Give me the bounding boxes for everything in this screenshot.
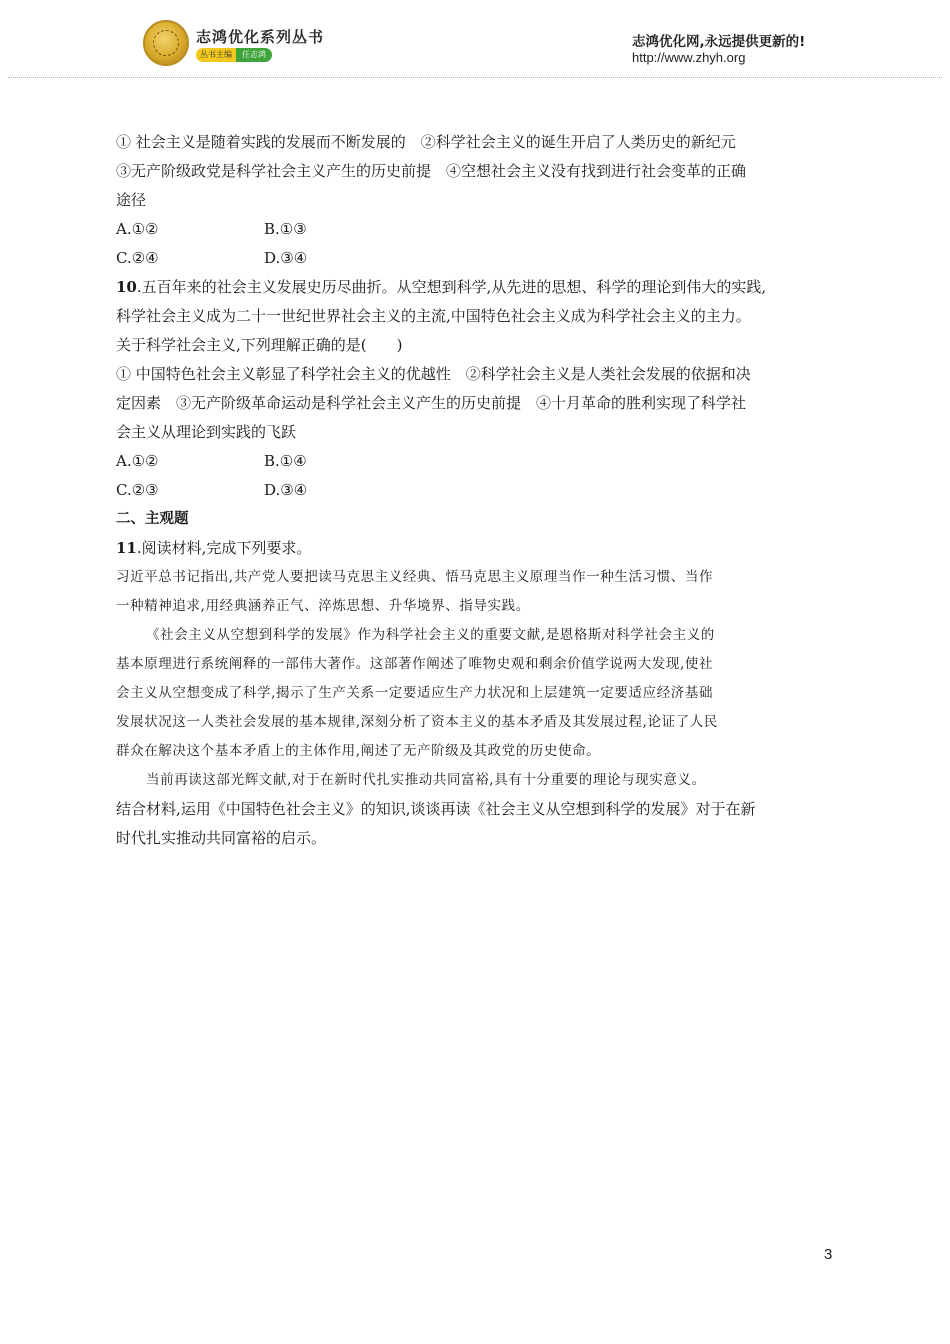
q11-instruction <box>116 534 838 563</box>
q11-material-line: 《社会主义从空想到科学的发展》作为科学社会主义的重要文献,是恩格斯对科学社会主义的 <box>146 627 715 643</box>
q10-option-a: A.①② <box>116 452 159 470</box>
q11-material-line: 当前再读这部光辉文献,对于在新时代扎实推动共同富裕,具有十分重要的理论与现实意义。 <box>146 772 706 788</box>
page-number: 3 <box>824 1246 833 1263</box>
q10-number: 10 <box>116 278 137 296</box>
q11-material-line: 会主义从空想变成了科学,揭示了生产关系一定要适应生产力状况和上层建筑一定要适应经济基础 <box>116 685 714 701</box>
q10-options-row <box>116 447 838 476</box>
q11-material-line: 一种精神追求,用经典涵养正气、淬炼思想、升华境界、指导实践。 <box>116 598 530 614</box>
q10-statements-line: 会主义从理论到实践的飞跃 <box>116 423 297 441</box>
q9-statements-line: 途径 <box>116 191 147 209</box>
q9-statements-line: ③无产阶级政党是科学社会主义产生的历史前提 ④空想社会主义没有找到进行社会变革的正确 <box>116 162 747 180</box>
q10-statements-line: 定因素 ③无产阶级革命运动是科学社会主义产生的历史前提 ④十月革命的胜利实现了科学社 <box>116 394 747 412</box>
q9-option-b: B.①③ <box>264 220 307 238</box>
editor-badge <box>196 48 272 62</box>
series-title: 志鸿优化系列丛书 <box>196 28 325 46</box>
q11-instruction-text: .阅读材料,完成下列要求。 <box>136 539 312 557</box>
page-content <box>116 128 838 853</box>
header-url[interactable]: http://www.zhyh.org <box>632 50 746 65</box>
editor-name: 任志鸿 <box>236 48 272 62</box>
q10-option-c: C.②③ <box>116 481 159 499</box>
q10-options-row <box>116 476 838 505</box>
q10-stem-line: 科学社会主义成为二十一世纪世界社会主义的主流,中国特色社会主义成为科学社会主义的主力。 <box>116 307 751 325</box>
q11-material-line: 发展状况这一人类社会发展的基本规律,深刻分析了资本主义的基本矛盾及其发展过程,论证了人民 <box>116 714 718 730</box>
page-header <box>0 0 950 82</box>
q10-stem-line <box>116 273 838 302</box>
q10-option-d: D.③④ <box>264 481 308 499</box>
q9-option-d: D.③④ <box>264 249 308 267</box>
q9-options-row <box>116 244 838 273</box>
editor-label: 丛书主编 <box>196 48 236 62</box>
q10-stem-text: .五百年来的社会主义发展史历尽曲折。从空想到科学,从先进的思想、科学的理论到伟大的实践, <box>136 278 767 296</box>
q10-statements-line: ① 中国特色社会主义彰显了科学社会主义的优越性 ②科学社会主义是人类社会发展的依据和决 <box>116 365 751 383</box>
q9-statements-line: ① 社会主义是随着实践的发展而不断发展的 ②科学社会主义的诞生开启了人类历史的新纪元 <box>116 133 736 151</box>
q11-material-line: 群众在解决这个基本矛盾上的主体作用,阐述了无产阶级及其政党的历史使命。 <box>116 743 601 759</box>
q11-task-line: 时代扎实推动共同富裕的启示。 <box>116 829 327 847</box>
q11-number: 11 <box>116 539 137 557</box>
q9-option-c: C.②④ <box>116 249 159 267</box>
q10-stem-line: 关于科学社会主义,下列理解正确的是( ) <box>116 336 403 354</box>
series-logo-seal <box>143 20 189 66</box>
q11-material-line: 习近平总书记指出,共产党人要把读马克思主义经典、悟马克思主义原理当作一种生活习惯、当作 <box>116 569 714 585</box>
header-slogan: 志鸿优化网,永远提供更新的! <box>632 34 806 50</box>
q11-material-line: 基本原理进行系统阐释的一部伟大著作。这部著作阐述了唯物史观和剩余价值学说两大发现,使社 <box>116 656 714 672</box>
section-heading: 二、主观题 <box>116 511 189 527</box>
q11-task-line: 结合材料,运用《中国特色社会主义》的知识,谈谈再读《社会主义从空想到科学的发展》对于在新 <box>116 800 756 818</box>
q9-options-row <box>116 215 838 244</box>
header-divider <box>8 77 942 78</box>
q10-option-b: B.①④ <box>264 452 307 470</box>
q9-option-a: A.①② <box>116 220 159 238</box>
